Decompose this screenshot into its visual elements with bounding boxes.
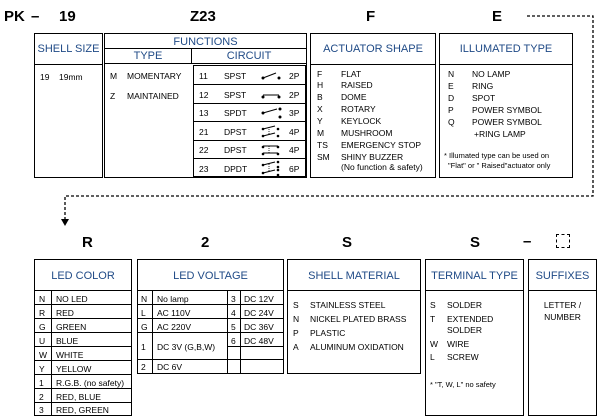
- terminal-label: EXTENDED: [447, 314, 494, 324]
- spst-nc-switch-icon: [260, 89, 286, 101]
- divider: [194, 140, 305, 141]
- led-voltage-label: DC 12V: [244, 294, 274, 304]
- suffix-dash: –: [523, 233, 532, 250]
- divider: [35, 332, 131, 333]
- suffixes-box: [528, 259, 597, 416]
- shell-material-label: STAINLESS STEEL: [310, 300, 386, 310]
- actuator-code: B: [317, 92, 323, 102]
- led-color-code: 3: [39, 405, 44, 415]
- divider: [35, 318, 131, 319]
- divider: [288, 290, 420, 291]
- shell-size-value: 19mm: [59, 72, 83, 82]
- code-shell-material: S: [342, 234, 353, 251]
- led-voltage-box: [137, 259, 284, 374]
- led-voltage-label: DC 3V (G,B,W): [157, 342, 216, 352]
- terminal-label: SOLDER: [447, 300, 482, 310]
- led-voltage-code: L: [141, 308, 146, 318]
- suffix-line-1: LETTER /: [543, 300, 582, 310]
- prefix-dash: –: [31, 8, 40, 25]
- shell-material-label: NICKEL PLATED BRASS: [310, 314, 407, 324]
- led-color-label: R.G.B. (no safety): [56, 378, 125, 388]
- circuit-pos: 2P: [289, 90, 300, 100]
- type-label: MAINTAINED: [127, 91, 179, 101]
- dpst-no-switch-icon: [260, 124, 286, 140]
- led-voltage-label: DC 36V: [244, 322, 274, 332]
- led-voltage-code: 2: [141, 362, 146, 372]
- functions-box: [104, 33, 307, 178]
- illum-label: SPOT: [472, 93, 496, 103]
- divider: [35, 64, 102, 65]
- terminal-note: * "T, W, L" no safety: [430, 380, 496, 389]
- led-voltage-header: LED VOLTAGE: [173, 270, 248, 282]
- functions-header: FUNCTIONS: [173, 36, 238, 48]
- led-voltage-label: AC 110V: [157, 308, 191, 318]
- actuator-code: F: [317, 69, 323, 79]
- illum-note-2: "Flat" or " Raised"actuator only: [448, 161, 551, 170]
- divider: [105, 63, 191, 64]
- actuator-code: SM: [317, 152, 330, 162]
- terminal-header: TERMINAL TYPE: [431, 270, 518, 282]
- actuator-code: TS: [317, 140, 328, 150]
- circuit-label: SPST: [224, 90, 247, 100]
- illum-code: D: [448, 93, 455, 103]
- shell-material-code: P: [293, 328, 299, 338]
- actuator-code: H: [317, 80, 324, 90]
- circuit-label: DPDT: [224, 164, 248, 174]
- divider: [191, 63, 306, 64]
- shell-material-label: PLASTIC: [310, 328, 346, 338]
- illum-q-extra: +RING LAMP: [474, 129, 526, 139]
- shell-material-label: ALUMINUM OXIDATION: [310, 342, 404, 352]
- circuit-code: 22: [199, 145, 209, 155]
- shell-material-header: SHELL MATERIAL: [308, 270, 400, 282]
- led-color-label: RED, BLUE: [56, 392, 101, 402]
- led-voltage-code: 3: [231, 294, 236, 304]
- led-color-label: RED: [56, 308, 74, 318]
- led-voltage-code: 6: [231, 336, 236, 346]
- circuit-code: 11: [199, 71, 208, 81]
- dpdt-switch-icon: [260, 160, 286, 178]
- divider: [529, 290, 596, 291]
- circuit-pos: 4P: [289, 127, 300, 137]
- led-voltage-code: 5: [231, 322, 236, 332]
- divider: [35, 360, 131, 361]
- divider: [440, 64, 572, 65]
- actuator-label: EMERGENCY STOP: [341, 140, 421, 150]
- shell-material-code: S: [293, 300, 299, 310]
- led-color-label: GREEN: [56, 322, 87, 332]
- suffix-line-2: NUMBER: [544, 312, 581, 322]
- shell-size-box: [34, 33, 103, 178]
- led-voltage-label: DC 24V: [244, 308, 274, 318]
- divider: [191, 48, 192, 64]
- illum-code: E: [448, 81, 454, 91]
- divider: [194, 84, 305, 85]
- divider: [194, 158, 305, 159]
- divider: [227, 346, 283, 347]
- divider: [35, 402, 131, 403]
- divider: [51, 290, 52, 416]
- circuit-pos: 6P: [289, 164, 300, 174]
- dpst-nc-switch-icon: [260, 142, 286, 158]
- divider: [35, 374, 131, 375]
- suffixes-header: SUFFIXES: [535, 270, 590, 282]
- circuit-pos: 2P: [289, 71, 300, 81]
- actuator-shape-box: [310, 33, 436, 178]
- circuit-code: 13: [199, 108, 209, 118]
- divider: [35, 346, 131, 347]
- code-actuator: F: [366, 8, 376, 25]
- led-color-box: [34, 259, 132, 416]
- led-color-label: RED, GREEN: [56, 405, 109, 415]
- divider: [194, 121, 305, 122]
- led-voltage-code: G: [141, 322, 148, 332]
- code-shell-size: 19: [59, 8, 76, 25]
- illum-label: POWER SYMBOL: [472, 105, 542, 115]
- led-color-code: R: [39, 308, 46, 318]
- led-voltage-code: N: [141, 294, 148, 304]
- code-illuminated: E: [492, 8, 503, 25]
- circuit-pos: 4P: [289, 145, 300, 155]
- led-color-label: BLUE: [56, 336, 79, 346]
- divider: [138, 304, 283, 305]
- actuator-code: Y: [317, 116, 323, 126]
- divider: [138, 332, 283, 333]
- divider: [35, 388, 131, 389]
- illum-code: P: [448, 105, 454, 115]
- terminal-code: S: [430, 300, 436, 310]
- actuator-label: FLAT: [341, 69, 362, 79]
- divider: [138, 290, 283, 291]
- divider: [105, 48, 306, 49]
- actuator-label: MUSHROOM: [341, 128, 393, 138]
- actuator-label: ROTARY: [341, 104, 376, 114]
- led-color-code: Y: [39, 364, 45, 374]
- divider: [35, 290, 131, 291]
- led-voltage-label: DC 6V: [157, 362, 183, 372]
- type-code: Z: [110, 91, 116, 101]
- code-terminal: S: [470, 234, 481, 251]
- terminal-type-box: [425, 259, 524, 416]
- led-color-code: W: [39, 350, 48, 360]
- led-voltage-code: 1: [141, 342, 146, 352]
- led-color-header: LED COLOR: [51, 270, 115, 282]
- code-led-voltage: 2: [201, 234, 210, 251]
- actuator-code: X: [317, 104, 323, 114]
- actuator-label: KEYLOCK: [341, 116, 382, 126]
- circuit-header: CIRCUIT: [226, 50, 272, 62]
- circuit-label: DPST: [224, 127, 247, 137]
- divider: [138, 318, 283, 319]
- circuit-table: [193, 65, 306, 177]
- led-voltage-label: No lamp: [157, 294, 189, 304]
- led-color-code: 1: [39, 378, 44, 388]
- terminal-t-extra: SOLDER: [447, 325, 482, 335]
- shell-size-header: SHELL SIZE: [37, 43, 100, 55]
- code-led-color: R: [82, 234, 93, 251]
- illum-label: POWER SYMBOL: [472, 117, 542, 127]
- led-color-code: U: [39, 336, 46, 346]
- divider: [426, 290, 523, 291]
- illum-code: N: [448, 69, 455, 79]
- circuit-label: DPST: [224, 145, 247, 155]
- illum-label: RING: [472, 81, 494, 91]
- circuit-code: 12: [199, 90, 209, 100]
- led-color-code: 2: [39, 392, 44, 402]
- actuator-code: M: [317, 128, 325, 138]
- divider: [35, 304, 131, 305]
- shell-size-code: 19: [40, 72, 50, 82]
- circuit-code: 23: [199, 164, 209, 174]
- circuit-code: 21: [199, 127, 209, 137]
- actuator-sm-note: (No function & safety): [341, 162, 423, 172]
- type-header: TYPE: [133, 50, 163, 62]
- terminal-code: W: [430, 339, 439, 349]
- actuator-label: DOME: [341, 92, 367, 102]
- terminal-label: WIRE: [447, 339, 470, 349]
- led-voltage-label: AC 220V: [157, 322, 192, 332]
- divider: [138, 359, 283, 360]
- led-color-label: YELLOW: [56, 364, 92, 374]
- shell-material-code: A: [293, 342, 299, 352]
- illuminated-header: ILLUMATED TYPE: [459, 43, 553, 55]
- spdt-switch-icon: [260, 106, 286, 120]
- actuator-label: SHINY BUZZER: [341, 152, 404, 162]
- led-color-label: WHITE: [56, 350, 84, 360]
- type-label: MOMENTARY: [127, 71, 182, 81]
- illuminated-type-box: [439, 33, 573, 178]
- terminal-code: T: [430, 314, 436, 324]
- illum-code: Q: [448, 117, 455, 127]
- terminal-code: L: [430, 352, 435, 362]
- type-code: M: [110, 71, 118, 81]
- illum-note-1: * Illumated type can be used on: [444, 151, 550, 160]
- prefix-pk: PK: [4, 8, 25, 25]
- circuit-pos: 3P: [289, 108, 300, 118]
- circuit-label: SPST: [224, 71, 247, 81]
- divider: [311, 64, 435, 65]
- spst-no-switch-icon: [260, 70, 286, 82]
- divider: [194, 103, 305, 104]
- led-voltage-label: DC 48V: [244, 336, 274, 346]
- led-voltage-code: 4: [231, 308, 236, 318]
- actuator-label: RAISED: [341, 80, 373, 90]
- led-color-code: N: [39, 294, 46, 304]
- code-function: Z23: [190, 8, 216, 25]
- shell-material-box: [287, 259, 421, 374]
- actuator-header: ACTUATOR SHAPE: [323, 43, 423, 55]
- terminal-label: SCREW: [447, 352, 479, 362]
- illum-label: NO LAMP: [472, 69, 511, 79]
- suffix-placeholder-box: [556, 234, 570, 248]
- led-color-label: NO LED: [56, 294, 88, 304]
- shell-material-code: N: [293, 314, 300, 324]
- led-color-code: G: [39, 322, 46, 332]
- circuit-label: SPDT: [224, 108, 247, 118]
